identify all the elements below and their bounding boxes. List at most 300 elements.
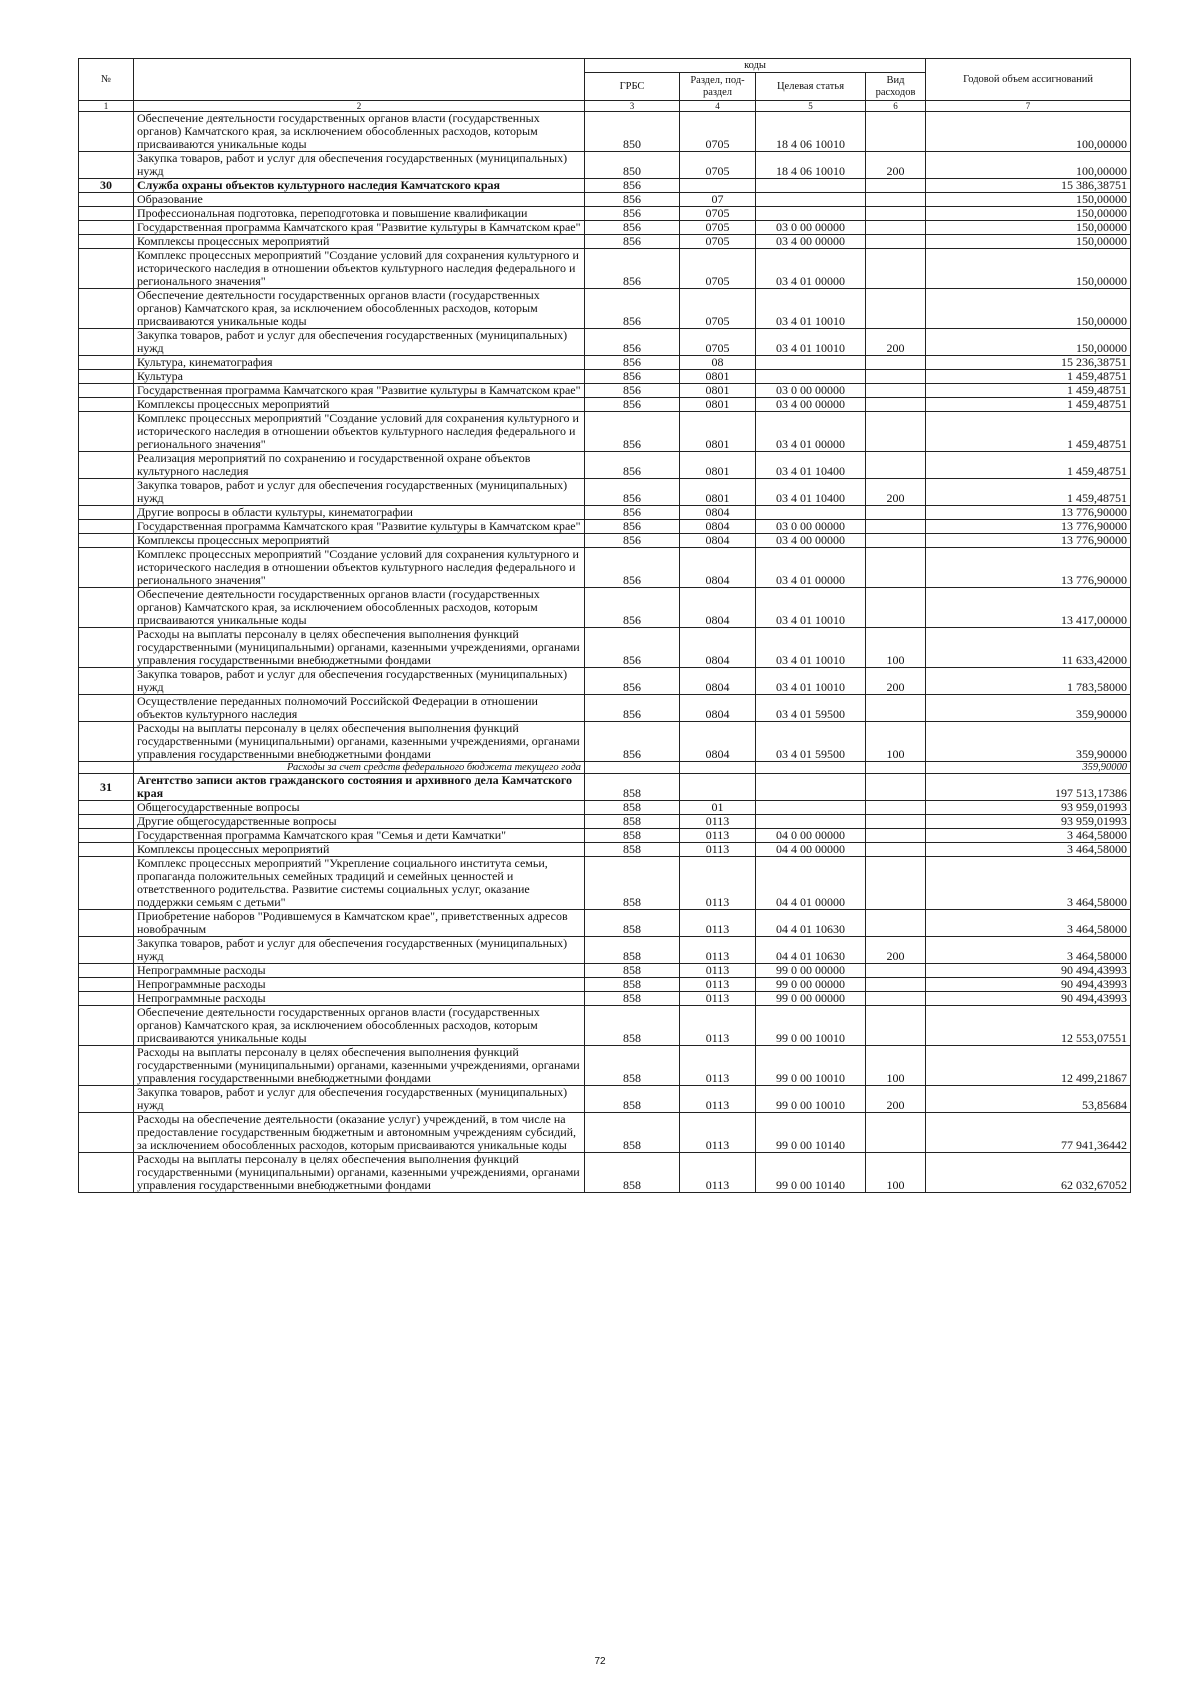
row-target: 03 4 01 10010 [756, 628, 866, 668]
row-kind [866, 235, 926, 249]
row-name: Расходы на выплаты персоналу в целях обеспечения выполнения функций государственными (муниципальными) органами, казенными учреждениями, органами управления государственными внебюджетными фондами [134, 628, 585, 668]
row-amount: 13 776,90000 [926, 520, 1131, 534]
row-section: 0801 [680, 412, 756, 452]
row-target: 18 4 06 10010 [756, 152, 866, 179]
table-row [79, 1113, 1131, 1153]
table-row [79, 370, 1131, 384]
row-kind [866, 910, 926, 937]
table-row [79, 548, 1131, 588]
table-row [79, 506, 1131, 520]
row-name: Общегосударственные вопросы [134, 801, 585, 815]
row-name: Расходы на выплаты персоналу в целях обеспечения выполнения функций государственными (муниципальными) органами, казенными учреждениями, органами управления государственными внебюджетными фондами [134, 1153, 585, 1193]
row-target: 03 4 01 59500 [756, 695, 866, 722]
row-amount: 1 459,48751 [926, 384, 1131, 398]
row-name: Комплекс процессных мероприятий "Создание условий для сохранения культурного и исторического наследия в отношении объектов культурного наследия федерального и регионального значения" [134, 412, 585, 452]
row-section: 0113 [680, 1006, 756, 1046]
row-name: Расходы за счет средств федерального бюджета текущего года [134, 762, 585, 774]
row-kind [866, 815, 926, 829]
row-section: 0804 [680, 722, 756, 762]
row-name: Комплексы процессных мероприятий [134, 843, 585, 857]
row-kind [866, 193, 926, 207]
row-target [756, 179, 866, 193]
row-number [79, 534, 134, 548]
row-name: Обеспечение деятельности государственных органов власти (государственных органов) Камчатского края, за исключением обособленных расходов, которым присваиваются уникальные коды [134, 1006, 585, 1046]
row-amount: 13 776,90000 [926, 506, 1131, 520]
row-kind [866, 370, 926, 384]
row-target: 99 0 00 10010 [756, 1006, 866, 1046]
row-kind: 200 [866, 329, 926, 356]
row-name: Образование [134, 193, 585, 207]
row-amount: 1 459,48751 [926, 452, 1131, 479]
row-section: 0804 [680, 588, 756, 628]
table-row [79, 329, 1131, 356]
row-section: 0113 [680, 1153, 756, 1193]
row-grbs: 856 [585, 520, 680, 534]
row-section: 01 [680, 801, 756, 815]
row-grbs: 858 [585, 829, 680, 843]
row-name: Расходы на обеспечение деятельности (оказание услуг) учреждений, в том числе на предоставление государственным бюджетным и автономным учреждениям субсидий, за исключением обособленных расходов, которым присваиваются уникальные коды [134, 1113, 585, 1153]
row-amount: 1 459,48751 [926, 479, 1131, 506]
row-kind [866, 588, 926, 628]
row-section: 0801 [680, 370, 756, 384]
row-number [79, 815, 134, 829]
row-section: 0705 [680, 221, 756, 235]
row-grbs: 858 [585, 774, 680, 801]
row-kind [866, 452, 926, 479]
row-number [79, 398, 134, 412]
row-number [79, 384, 134, 398]
table-row [79, 179, 1131, 193]
table-row [79, 1086, 1131, 1113]
row-amount: 3 464,58000 [926, 843, 1131, 857]
row-number [79, 112, 134, 152]
row-target: 99 0 00 00000 [756, 992, 866, 1006]
header-name [134, 59, 585, 101]
row-kind [866, 534, 926, 548]
row-number [79, 1086, 134, 1113]
row-target: 99 0 00 10010 [756, 1046, 866, 1086]
row-name: Осуществление переданных полномочий Российской Федерации в отношении объектов культурного наследия [134, 695, 585, 722]
row-number: 31 [79, 774, 134, 801]
row-grbs: 858 [585, 937, 680, 964]
row-kind: 200 [866, 1086, 926, 1113]
row-grbs: 856 [585, 506, 680, 520]
row-amount: 62 032,67052 [926, 1153, 1131, 1193]
row-grbs: 856 [585, 179, 680, 193]
row-grbs: 856 [585, 628, 680, 668]
row-target: 04 4 01 10630 [756, 910, 866, 937]
row-kind [866, 1006, 926, 1046]
row-amount: 150,00000 [926, 329, 1131, 356]
row-kind [866, 249, 926, 289]
row-amount: 13 776,90000 [926, 534, 1131, 548]
row-number [79, 193, 134, 207]
row-name: Государственная программа Камчатского края "Семья и дети Камчатки" [134, 829, 585, 843]
row-grbs: 856 [585, 534, 680, 548]
row-target: 03 4 01 10010 [756, 329, 866, 356]
row-number [79, 412, 134, 452]
row-section: 0113 [680, 910, 756, 937]
row-name: Государственная программа Камчатского края "Развитие культуры в Камчатском крае" [134, 384, 585, 398]
row-grbs: 858 [585, 1086, 680, 1113]
table-row [79, 112, 1131, 152]
row-grbs: 856 [585, 193, 680, 207]
row-amount: 93 959,01993 [926, 801, 1131, 815]
row-amount: 77 941,36442 [926, 1113, 1131, 1153]
table-row [79, 857, 1131, 910]
row-kind [866, 412, 926, 452]
row-grbs: 850 [585, 152, 680, 179]
row-grbs: 858 [585, 801, 680, 815]
row-name: Профессиональная подготовка, переподготовка и повышение квалификации [134, 207, 585, 221]
row-grbs: 856 [585, 479, 680, 506]
row-name: Комплексы процессных мероприятий [134, 398, 585, 412]
row-name: Обеспечение деятельности государственных органов власти (государственных органов) Камчатского края, за исключением обособленных расходов, которым присваиваются уникальные коды [134, 289, 585, 329]
header-index-4: 4 [680, 101, 756, 112]
row-section: 0113 [680, 1086, 756, 1113]
row-amount: 90 494,43993 [926, 978, 1131, 992]
header-kind: Вид расходов [866, 73, 926, 101]
row-kind: 200 [866, 668, 926, 695]
budget-table-page [78, 58, 1130, 1193]
row-name: Государственная программа Камчатского края "Развитие культуры в Камчатском крае" [134, 221, 585, 235]
table-row [79, 815, 1131, 829]
row-grbs: 856 [585, 221, 680, 235]
row-section: 0804 [680, 628, 756, 668]
row-number [79, 548, 134, 588]
row-name: Комплекс процессных мероприятий "Создание условий для сохранения культурного и исторического наследия в отношении объектов культурного наследия федерального и регионального значения" [134, 548, 585, 588]
row-kind: 200 [866, 152, 926, 179]
table-row [79, 534, 1131, 548]
row-grbs: 856 [585, 356, 680, 370]
table-row [79, 695, 1131, 722]
table-row [79, 193, 1131, 207]
row-number [79, 992, 134, 1006]
table-row [79, 1153, 1131, 1193]
row-grbs: 856 [585, 207, 680, 221]
row-section: 0113 [680, 815, 756, 829]
row-amount: 3 464,58000 [926, 937, 1131, 964]
row-section: 0801 [680, 452, 756, 479]
row-target: 03 4 01 00000 [756, 548, 866, 588]
row-amount: 100,00000 [926, 112, 1131, 152]
row-amount: 3 464,58000 [926, 910, 1131, 937]
header-target: Целевая статья [756, 73, 866, 101]
row-section: 0804 [680, 668, 756, 695]
row-kind [866, 1113, 926, 1153]
row-section: 0804 [680, 520, 756, 534]
table-row [79, 910, 1131, 937]
row-name: Культура, кинематография [134, 356, 585, 370]
row-name: Агентство записи актов гражданского состояния и архивного дела Камчатского края [134, 774, 585, 801]
row-number [79, 937, 134, 964]
table-row [79, 843, 1131, 857]
row-grbs: 856 [585, 722, 680, 762]
table-row [79, 412, 1131, 452]
row-grbs: 850 [585, 112, 680, 152]
page-number: 72 [594, 1656, 606, 1667]
row-section: 0705 [680, 235, 756, 249]
row-target: 04 0 00 00000 [756, 829, 866, 843]
row-name: Приобретение наборов "Родившемуся в Камчатском крае", приветственных адресов новобрачным [134, 910, 585, 937]
header-index-2: 2 [134, 101, 585, 112]
row-section: 0113 [680, 964, 756, 978]
row-target [756, 774, 866, 801]
row-amount: 1 459,48751 [926, 398, 1131, 412]
row-number [79, 588, 134, 628]
row-grbs: 858 [585, 815, 680, 829]
row-grbs: 858 [585, 857, 680, 910]
table-row [79, 964, 1131, 978]
row-number [79, 964, 134, 978]
row-number [79, 249, 134, 289]
row-name: Расходы на выплаты персоналу в целях обеспечения выполнения функций государственными (муниципальными) органами, казенными учреждениями, органами управления государственными внебюджетными фондами [134, 722, 585, 762]
row-kind [866, 762, 926, 774]
table-row [79, 774, 1131, 801]
row-grbs: 856 [585, 452, 680, 479]
table-row [79, 937, 1131, 964]
row-kind [866, 221, 926, 235]
row-amount: 3 464,58000 [926, 857, 1131, 910]
row-kind [866, 801, 926, 815]
row-section: 0705 [680, 207, 756, 221]
row-section: 0113 [680, 992, 756, 1006]
row-section: 0804 [680, 695, 756, 722]
table-row [79, 1046, 1131, 1086]
row-target: 03 4 01 00000 [756, 412, 866, 452]
row-grbs: 856 [585, 384, 680, 398]
row-amount: 359,90000 [926, 695, 1131, 722]
row-target [756, 801, 866, 815]
row-grbs [585, 762, 680, 774]
row-number [79, 329, 134, 356]
row-section: 0801 [680, 384, 756, 398]
row-grbs: 856 [585, 249, 680, 289]
row-kind [866, 774, 926, 801]
table-note-row [79, 762, 1131, 774]
row-section: 0113 [680, 1113, 756, 1153]
row-section: 0804 [680, 506, 756, 520]
row-number [79, 829, 134, 843]
row-name: Закупка товаров, работ и услуг для обеспечения государственных (муниципальных) нужд [134, 152, 585, 179]
table-row [79, 722, 1131, 762]
row-number [79, 1113, 134, 1153]
row-kind [866, 207, 926, 221]
row-amount: 11 633,42000 [926, 628, 1131, 668]
row-target: 03 4 01 00000 [756, 249, 866, 289]
row-target: 03 4 01 10400 [756, 452, 866, 479]
row-kind [866, 964, 926, 978]
table-row [79, 520, 1131, 534]
table-row [79, 289, 1131, 329]
row-target [756, 762, 866, 774]
row-amount: 1 459,48751 [926, 412, 1131, 452]
header-section: Раздел, под-раздел [680, 73, 756, 101]
row-name: Служба охраны объектов культурного наследия Камчатского края [134, 179, 585, 193]
table-row [79, 384, 1131, 398]
row-target [756, 370, 866, 384]
table-row [79, 207, 1131, 221]
row-amount: 359,90000 [926, 762, 1131, 774]
row-target: 03 0 00 00000 [756, 384, 866, 398]
row-grbs: 858 [585, 1153, 680, 1193]
row-section: 0705 [680, 289, 756, 329]
row-kind [866, 289, 926, 329]
row-number [79, 978, 134, 992]
row-section [680, 179, 756, 193]
row-number [79, 479, 134, 506]
row-amount: 15 236,38751 [926, 356, 1131, 370]
row-number [79, 843, 134, 857]
row-kind [866, 356, 926, 370]
row-amount: 150,00000 [926, 289, 1131, 329]
row-number [79, 695, 134, 722]
row-number [79, 801, 134, 815]
row-kind [866, 384, 926, 398]
row-amount: 150,00000 [926, 249, 1131, 289]
row-kind: 100 [866, 1046, 926, 1086]
table-row [79, 152, 1131, 179]
row-kind [866, 992, 926, 1006]
row-amount: 12 553,07551 [926, 1006, 1131, 1046]
row-amount: 15 386,38751 [926, 179, 1131, 193]
row-target: 99 0 00 10140 [756, 1113, 866, 1153]
row-amount: 53,85684 [926, 1086, 1131, 1113]
row-number [79, 520, 134, 534]
table-row [79, 221, 1131, 235]
row-amount: 150,00000 [926, 235, 1131, 249]
row-target: 03 4 01 59500 [756, 722, 866, 762]
row-target: 03 4 00 00000 [756, 398, 866, 412]
row-kind [866, 695, 926, 722]
row-grbs: 858 [585, 978, 680, 992]
row-number [79, 506, 134, 520]
header-index-3: 3 [585, 101, 680, 112]
table-row [79, 829, 1131, 843]
row-target: 04 4 01 10630 [756, 937, 866, 964]
row-amount: 12 499,21867 [926, 1046, 1131, 1086]
row-section: 0113 [680, 843, 756, 857]
row-section: 0705 [680, 329, 756, 356]
row-amount: 150,00000 [926, 221, 1131, 235]
row-grbs: 858 [585, 992, 680, 1006]
row-name: Комплексы процессных мероприятий [134, 534, 585, 548]
row-number [79, 762, 134, 774]
table-row [79, 801, 1131, 815]
table-row [79, 992, 1131, 1006]
row-kind [866, 179, 926, 193]
row-number [79, 628, 134, 668]
row-target: 99 0 00 10140 [756, 1153, 866, 1193]
row-name: Комплексы процессных мероприятий [134, 235, 585, 249]
row-name: Закупка товаров, работ и услуг для обеспечения государственных (муниципальных) нужд [134, 937, 585, 964]
row-name: Культура [134, 370, 585, 384]
row-kind [866, 520, 926, 534]
table-row [79, 479, 1131, 506]
row-target: 03 4 00 00000 [756, 534, 866, 548]
row-target: 03 0 00 00000 [756, 520, 866, 534]
row-amount: 197 513,17386 [926, 774, 1131, 801]
row-grbs: 858 [585, 964, 680, 978]
row-number [79, 910, 134, 937]
row-number [79, 722, 134, 762]
row-target: 03 4 01 10400 [756, 479, 866, 506]
row-grbs: 858 [585, 1113, 680, 1153]
row-amount: 150,00000 [926, 207, 1131, 221]
row-name: Закупка товаров, работ и услуг для обеспечения государственных (муниципальных) нужд [134, 668, 585, 695]
row-name: Реализация мероприятий по сохранению и государственной охране объектов культурного наследия [134, 452, 585, 479]
row-target: 18 4 06 10010 [756, 112, 866, 152]
row-kind [866, 398, 926, 412]
row-section: 0113 [680, 937, 756, 964]
row-name: Комплекс процессных мероприятий "Создание условий для сохранения культурного и исторического наследия в отношении объектов культурного наследия федерального и регионального значения" [134, 249, 585, 289]
row-grbs: 856 [585, 548, 680, 588]
header-index-7: 7 [926, 101, 1131, 112]
row-section: 0804 [680, 534, 756, 548]
row-grbs: 856 [585, 398, 680, 412]
row-number [79, 289, 134, 329]
row-name: Обеспечение деятельности государственных органов власти (государственных органов) Камчатского края, за исключением обособленных расходов, которым присваиваются уникальные коды [134, 588, 585, 628]
row-number [79, 207, 134, 221]
row-kind [866, 112, 926, 152]
row-grbs: 858 [585, 843, 680, 857]
row-name: Непрограммные расходы [134, 992, 585, 1006]
row-name: Другие общегосударственные вопросы [134, 815, 585, 829]
row-target [756, 815, 866, 829]
table-row [79, 249, 1131, 289]
table-body [79, 112, 1131, 1193]
row-section: 07 [680, 193, 756, 207]
row-grbs: 856 [585, 695, 680, 722]
row-target: 99 0 00 00000 [756, 978, 866, 992]
row-number [79, 370, 134, 384]
header-index-1: 1 [79, 101, 134, 112]
row-number [79, 1153, 134, 1193]
row-kind [866, 506, 926, 520]
table-row [79, 356, 1131, 370]
row-section: 0804 [680, 548, 756, 588]
row-grbs: 856 [585, 235, 680, 249]
row-target: 04 4 00 00000 [756, 843, 866, 857]
row-section: 0801 [680, 479, 756, 506]
row-name: Государственная программа Камчатского края "Развитие культуры в Камчатском крае" [134, 520, 585, 534]
row-section [680, 774, 756, 801]
row-amount: 150,00000 [926, 193, 1131, 207]
row-section: 0113 [680, 829, 756, 843]
table-row [79, 235, 1131, 249]
row-amount: 13 417,00000 [926, 588, 1131, 628]
row-name: Закупка товаров, работ и услуг для обеспечения государственных (муниципальных) нужд [134, 1086, 585, 1113]
row-number [79, 356, 134, 370]
row-number [79, 235, 134, 249]
row-number [79, 857, 134, 910]
row-kind [866, 548, 926, 588]
row-target: 03 4 00 00000 [756, 235, 866, 249]
row-target: 03 4 01 10010 [756, 588, 866, 628]
row-grbs: 856 [585, 588, 680, 628]
row-grbs: 856 [585, 370, 680, 384]
row-kind: 100 [866, 1153, 926, 1193]
row-kind: 200 [866, 479, 926, 506]
row-number [79, 221, 134, 235]
row-amount: 100,00000 [926, 152, 1131, 179]
row-amount: 93 959,01993 [926, 815, 1131, 829]
header-amount: Годовой объем ассигнований [926, 59, 1131, 101]
header-index-5: 5 [756, 101, 866, 112]
row-target [756, 207, 866, 221]
header-codes: коды [585, 59, 926, 73]
row-target [756, 506, 866, 520]
